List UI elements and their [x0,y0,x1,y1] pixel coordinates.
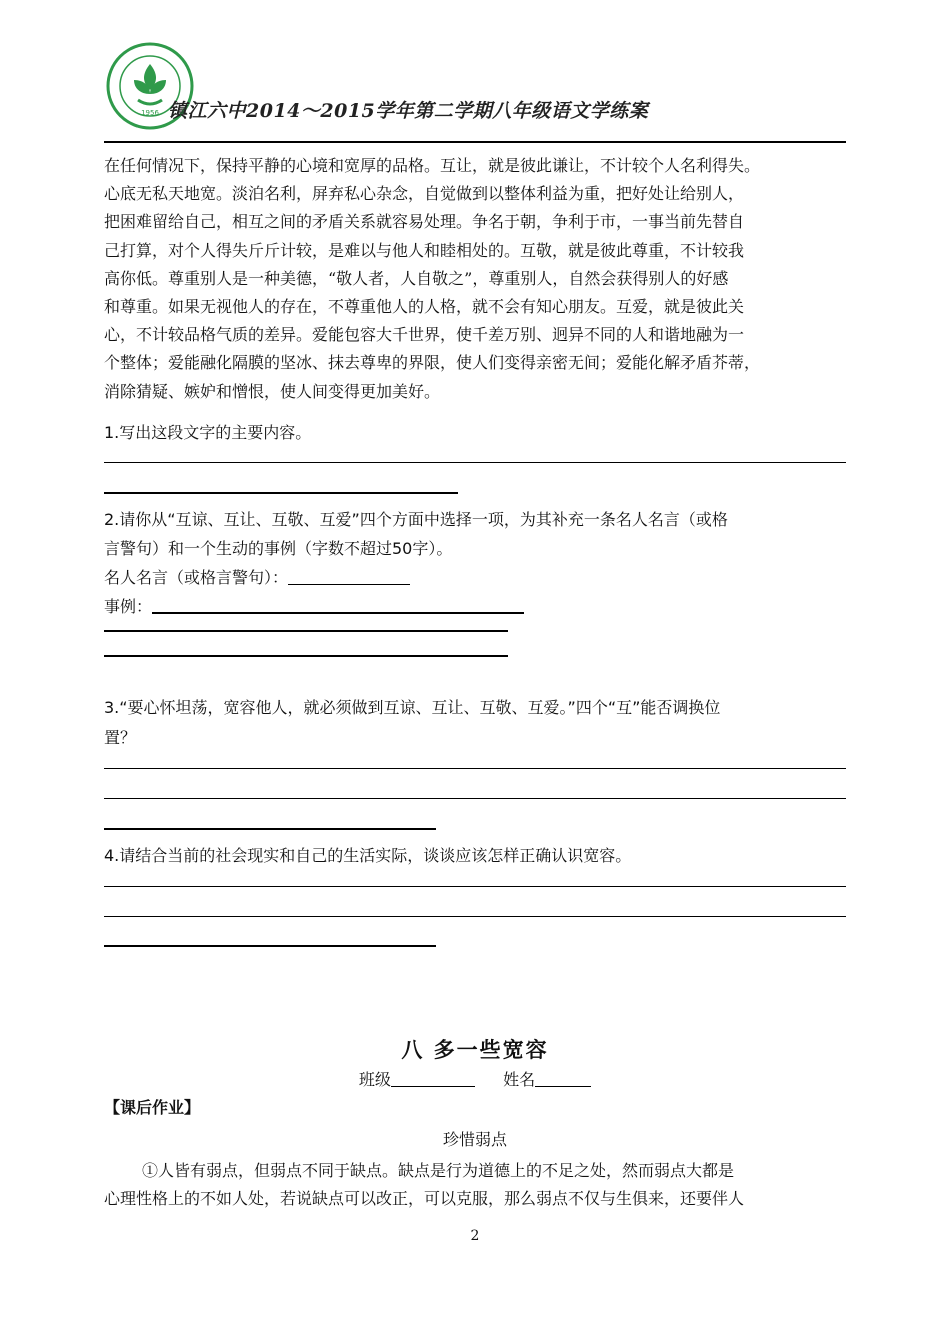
answer-line[interactable] [104,492,458,494]
question-4: 4.请结合当前的社会现实和自己的生活实际，谈谈应该怎样正确认识宽容。 [104,846,632,865]
passage-line: 己打算，对个人得失斤斤计较，是难以与他人和睦相处的。互敬，就是彼此尊重，不计较我 [104,240,745,260]
answer-line[interactable] [104,916,846,917]
page-header-title: 镇江六中2014～2015学年第二学期八年级语文学练案 [168,100,649,122]
name-field[interactable] [535,1070,591,1087]
section-title: 八 多一些宽容 [401,1038,549,1062]
example-field-label: 事例： [104,594,524,617]
passage-line: 和尊重。如果无视他人的存在，不尊重他人的人格，就不会有知心朋友。互爱，就是彼此关 [104,297,745,317]
quote-answer-line[interactable] [288,568,410,585]
question-3-line-2: 置？ [104,728,137,747]
passage-line: 心，不计较品格气质的差异。爱能包容大千世界，使千差万别、迥异不同的人和谐地融为一 [104,325,745,345]
question-2-line-2: 言警句）和一个生动的事例（字数不超过50字）。 [104,539,453,558]
example-answer-line[interactable] [152,596,524,614]
article-title: 珍惜弱点 [442,1130,507,1149]
name-label: 姓名 [503,1070,536,1089]
article-line: ①人皆有弱点，但弱点不同于缺点。缺点是行为道德上的不足之处，然而弱点大都是 [142,1161,735,1180]
svg-text:1956: 1956 [141,109,159,117]
passage-line: 个整体；爱能融化隔膜的坚冰、抹去尊卑的界限，使人们变得亲密无间；爱能化解矛盾芥蒂， [104,353,761,373]
article-body [104,1157,848,1213]
answer-line[interactable] [104,798,846,799]
page-number: 2 [470,1228,480,1244]
class-field[interactable] [391,1070,475,1087]
passage [104,152,848,406]
passage-line: 消除猜疑、嫉妒和憎恨，使人间变得更加美好。 [104,381,441,401]
answer-line[interactable] [104,655,508,657]
answer-line[interactable] [104,886,846,887]
class-name-line [0,1067,950,1090]
answer-line[interactable] [104,945,436,947]
passage-line: 高你低。尊重别人是一种美德，“敬人者，人自敬之”，尊重别人，自然会获得别人的好感 [104,268,729,288]
answer-line[interactable] [104,768,846,769]
answer-line[interactable] [104,630,508,632]
passage-line: 心底无私天地宽。淡泊名利，屏弃私心杂念，自觉做到以整体利益为重，把好处让给别人， [104,184,745,204]
header-rule [104,141,846,143]
homework-label: 【课后作业】 [104,1098,201,1117]
question-1: 1.写出这段文字的主要内容。 [104,423,312,442]
article-line: 心理性格上的不如人处，若说缺点可以改正，可以克服，那么弱点不仅与生俱来，还要伴人 [104,1189,745,1209]
question-2-line-1: 2.请你从“互谅、互让、互敬、互爱”四个方面中选择一项，为其补充一条名人名言（或格 [104,510,728,529]
passage-line: 把困难留给自己，相互之间的矛盾关系就容易处理。争名于朝，争利于市，一事当前先替自 [104,212,745,232]
passage-line: 在任何情况下，保持平静的心境和宽厚的品格。互让，就是彼此谦让，不计较个人名利得失。 [104,156,761,175]
answer-line[interactable] [104,828,436,830]
quote-field-label: 名人名言（或格言警句）： [104,565,410,588]
class-label: 班级 [358,1070,391,1089]
question-3-line-1: 3.“要心怀坦荡，宽容他人，就必须做到互谅、互让、互敬、互爱。”四个“互”能否调换位 [104,698,721,717]
answer-line[interactable] [104,462,846,463]
